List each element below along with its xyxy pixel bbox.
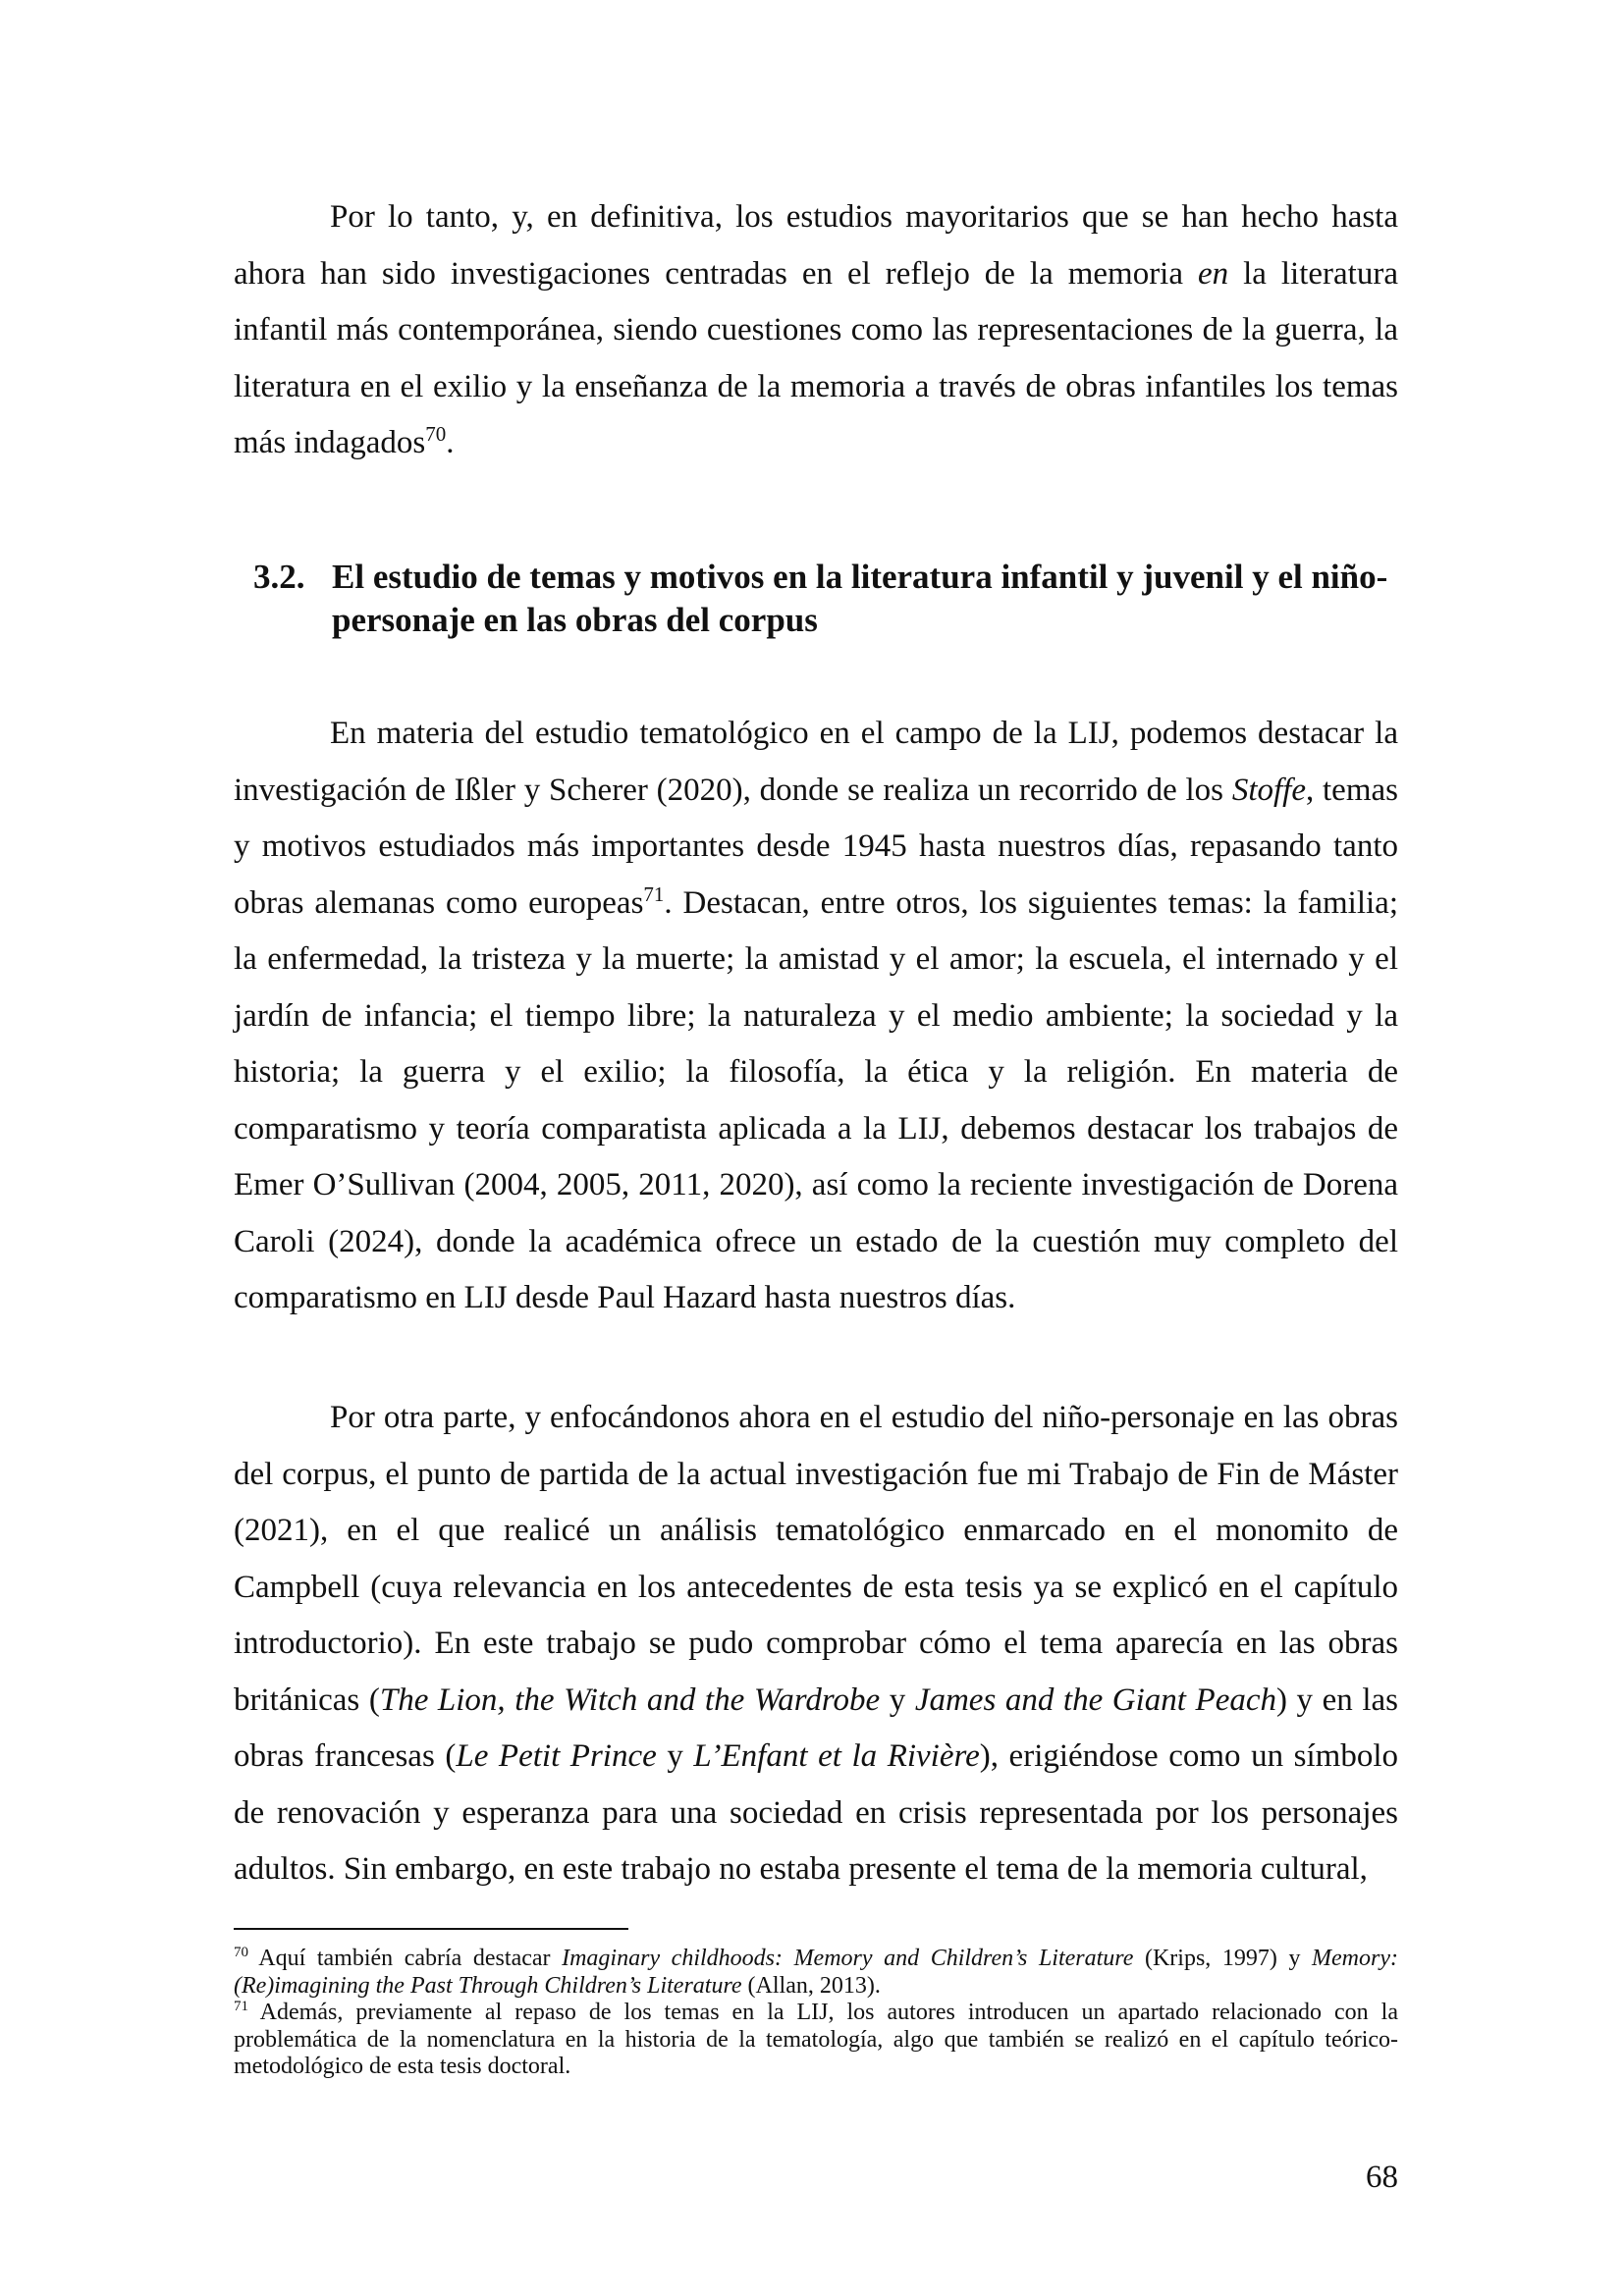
section-heading [253,556,1398,642]
footnote-71 [234,2000,1398,2081]
p3-text-3: ) y en las obras francesas ( [234,1682,1399,1774]
footnote-mark-70: 70 [234,1945,248,1960]
section-title: El estudio de temas y motivos en la literatura infantil y juvenil y el niño-personaje en las obras del corpus [332,558,1388,639]
page-number: 68 [1366,2160,1398,2195]
fn70-text-3: (Allan, 2013). [741,1972,881,1999]
p2-text-1: En materia del estudio tematológico en el campo de la LIJ, podemos destacar la investigación de Ißler y Scherer (2020), donde se realiza un recorrido de los [234,716,1398,808]
p3-italic-james: James and the Giant Peach [914,1682,1276,1718]
p3-italic-lion: The Lion, the Witch and the Wardrobe [379,1682,881,1718]
footnotes [234,1946,1398,2081]
p3-text-4: y [656,1738,694,1774]
p3-text-5: ), erigiéndose como un símbolo de renovación y esperanza para una sociedad en crisis representada por los personajes adultos. Sin embargo, en este trabajo no estaba presente el tema de la memoria cultural, [234,1738,1399,1887]
p2-text-2: , temas y motivos estudiados más importantes desde 1945 hasta nuestros días, repasando tanto obras alemanas como europeas [234,772,1398,921]
p1-italic-en: en [1197,255,1229,292]
p3-italic-enfant: L’Enfant et la Rivière [693,1738,980,1774]
fn70-italic-2: Memory: (Re)imagining the Past Through Children’s Literature [234,1946,1398,1999]
paragraph-1 [234,189,1398,472]
paragraph-2 [234,706,1398,1327]
footnote-separator [234,1928,628,1930]
footnote-ref-71[interactable]: 71 [643,881,665,906]
paragraph-3 [234,1390,1398,1898]
fn70-text-2: (Krips, 1997) y [1133,1946,1313,1971]
fn71-text-1: Además, previamente al repaso de los temas en la LIJ, los autores introducen un apartado relacionado con la problemática de la nomenclatura en la historia de la tematología, algo que también se realizó en el capítulo teórico-metodológico de esta tesis doctoral. [234,2000,1398,2079]
fn70-italic-1: Imaginary childhoods: Memory and Children’s Literature [562,1946,1134,1971]
fn70-text-1: Aquí también cabría destacar [248,1946,563,1971]
p2-italic-stoffe: Stoffe [1231,772,1306,808]
p2-text-3: . Destacan, entre otros, los siguientes temas: la familia; la enfermedad, la tristeza y la muerte; la amistad y el amor; la escuela, el internado y el jardín de infancia; el tiempo libre; la naturaleza y el medio ambiente; la sociedad y la historia; la guerra y el exilio; la filosofía, la ética y la religión. En materia de comparatismo y teoría comparatista aplicada a la LIJ, debemos destacar los trabajos de Emer O’Sullivan (2004, 2005, 2011, 2020), así como la reciente investigación de Dorena Caroli (2024), donde la académica ofrece un estado de la cuestión muy completo del comparatismo en LIJ desde Paul Hazard hasta nuestros días. [234,884,1398,1315]
p3-text-2: y [880,1682,915,1718]
p1-end: . [446,425,455,460]
p3-text-1: Por otra parte, y enfocándonos ahora en el estudio del niño-personaje en las obras del corpus, el punto de partida de la actual investigación fue mi Trabajo de Fin de Máster (2021), en el que realicé un análisis tematológico enmarcado en el monomito de Campbell (cuya relevancia en los antecedentes de esta tesis ya se explicó en el capítulo introductorio). En este trabajo se pudo comprobar cómo el tema aparecía en las obras británicas ( [234,1400,1398,1718]
footnote-70 [234,1946,1398,2000]
section-number: 3.2. [253,558,305,596]
p1-text: Por lo tanto, y, en definitiva, los estudios mayoritarios que se han hecho hasta ahora han sido investigaciones centradas en el reflejo de la memoria [234,199,1398,292]
footnote-mark-71: 71 [234,1999,248,2014]
footnote-ref-70[interactable]: 70 [425,422,447,446]
p1-text-2: la literatura infantil más contemporánea, siendo cuestiones como las representaciones de la guerra, la literatura en el exilio y la enseñanza de la memoria a través de obras infantiles los temas más indagados [234,255,1398,460]
p3-italic-petit-prince: Le Petit Prince [456,1738,657,1774]
